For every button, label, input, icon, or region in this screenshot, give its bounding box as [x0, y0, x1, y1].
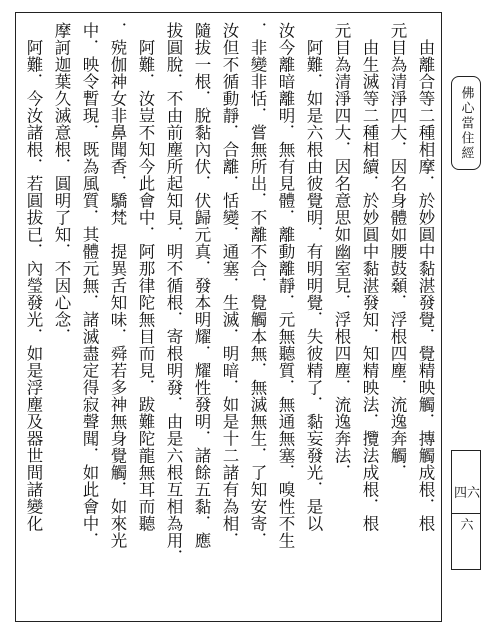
sutra-title: 佛心當住經	[458, 85, 474, 161]
text-column: ．非變非恬．嘗無所出．不離不合．覺觸本無．無滅無生．了知安寄．	[248, 22, 267, 549]
page-number-tab	[451, 450, 481, 570]
text-column: 隨拔一根．脫黏內伏．伏歸元真．發本明耀．耀性發明．諸餘五黏．應	[192, 22, 211, 549]
page-number-divider	[452, 513, 480, 514]
scripture-text	[17, 22, 438, 618]
text-column: 摩訶迦葉久滅意根．圓明了知．不因心念．	[52, 22, 71, 345]
text-column: 拔圓脫．不由前塵所起知見．明不循根．寄根明發．由是六根互相為用．	[164, 22, 183, 566]
text-column: 阿難．如是六根由彼覺明．有明明覺．失彼精了．黏妄發光．是以	[304, 22, 323, 532]
text-column: 中．映令暫現．既為風質．其體元無．諸滅盡定得寂聲聞．如此會中．	[80, 22, 99, 549]
text-column: 由生滅等二種相續．於妙圓中黏湛發知．知精映法．攬法成根．根	[360, 22, 379, 532]
text-column: 汝今離暗離明．無有見體．離動離靜．元無聽質．無通無塞．嗅性不生	[276, 22, 295, 549]
text-column: 元目為清淨四大．因名意思如幽室見．浮根四塵．流逸奔法．	[332, 22, 351, 481]
text-column: 元目為清淨四大．因名身體如腰鼓顙．浮根四塵．流逸奔觸．	[388, 22, 407, 481]
side-divider	[441, 12, 442, 622]
text-column: ．殑伽神女非鼻聞香．驕梵 提異舌知味．舜若多神無身覺觸．如來光	[108, 22, 127, 549]
text-column: 由離合等二種相摩．於妙圓中黏湛發覺．覺精映觸．摶觸成根．根	[416, 22, 435, 532]
text-column: 阿難．汝豈不知今此會中．阿那律陀無目而見．跋難陀龍無耳而聽	[136, 22, 155, 532]
page-number: 四六	[453, 486, 480, 501]
page-sub-number: 六	[460, 518, 474, 533]
sutra-title-tab	[451, 76, 481, 170]
text-column: 阿難．今汝諸根．若圓拔已．內瑩發光．如是浮塵及器世間諸變化	[24, 22, 43, 532]
text-column: 汝但不循動靜．合離．恬變．通塞．生滅．明暗．如是十二諸有為相．	[220, 22, 239, 549]
